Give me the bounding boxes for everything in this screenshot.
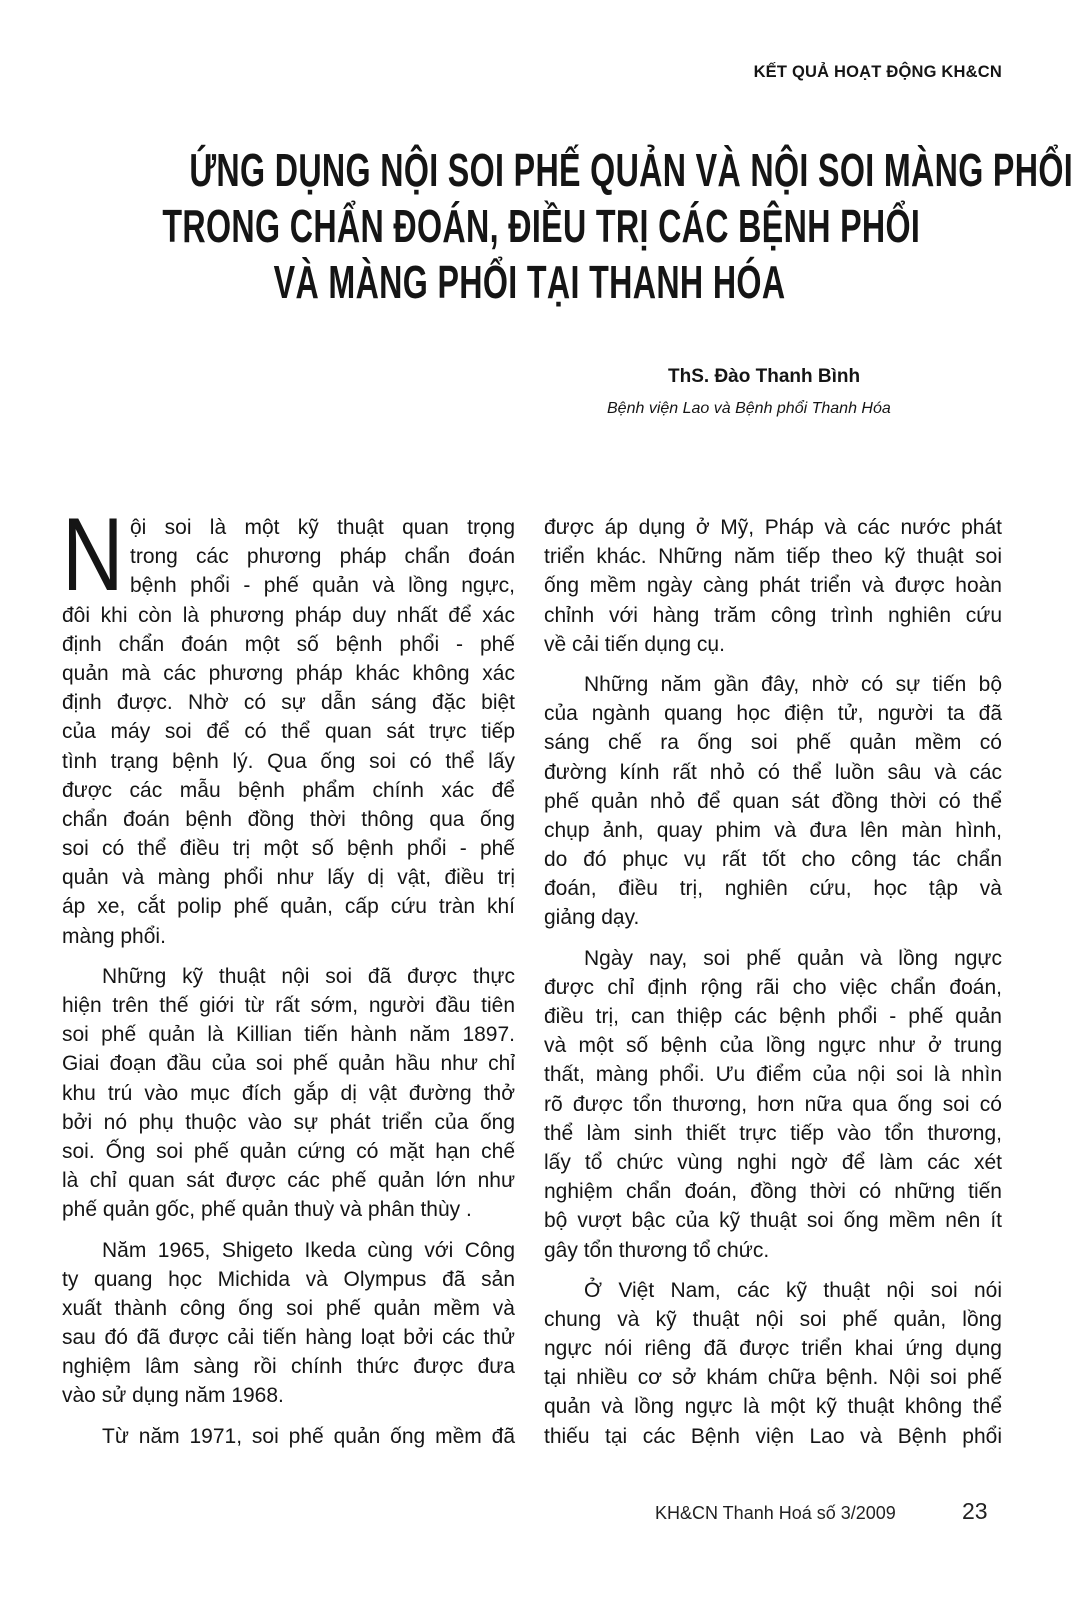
paragraph [62, 1422, 515, 1451]
title-line-text: TRONG CHẨN ĐOÁN, ĐIỀU TRỊ CÁC BỆNH PHỔI [162, 200, 921, 252]
text-line: bộ vượt bậc của kỹ thuật soi ống mềm nên ít [544, 1209, 1002, 1233]
article-title [0, 142, 1074, 310]
text-line: khu trú vào mục đích gắp dị vật đường thở [62, 1081, 515, 1105]
paragraph [62, 962, 515, 1225]
text-line: Giai đoạn đầu của soi phế quản hầu như chỉ [62, 1052, 515, 1076]
author-name: ThS. Đào Thanh Bình [668, 366, 861, 387]
text-line: thiếu tại các Bệnh viện Lao và Bệnh phổi [544, 1424, 1002, 1448]
text-line: soi phế quản là Killian tiến hành năm 1897. [62, 1023, 515, 1047]
text-line: sáng chế ra ống soi phế quản mềm có [544, 731, 1002, 755]
text-line: triển khác. Những năm tiếp theo kỹ thuật soi [544, 545, 1002, 569]
text-line: hiện trên thế giới từ rất sớm, người đầu tiên [62, 994, 515, 1017]
text-line: áp xe, cắt polip phế quản, cấp cứu tràn khí [62, 895, 515, 919]
text-line: phế quản gốc, phế quản thuỳ và phân thùy . [62, 1198, 472, 1222]
title-line [0, 254, 1060, 310]
text-line: chỉnh với hàng trăm công trình nghiên cứu [544, 603, 1002, 627]
text-line: soi có thể điều trị một số bệnh phổi - phế [62, 837, 515, 861]
text-line: được chỉ định rộng rãi cho việc chẩn đoán, [544, 975, 1002, 999]
text-column-right [544, 513, 1002, 1451]
page-number: 23 [962, 1498, 988, 1524]
title-line [0, 142, 1074, 198]
text-line: Những năm gần đây, nhờ có sự tiến bộ [584, 672, 1002, 696]
paragraph [544, 670, 1002, 933]
text-column-left [62, 497, 515, 1451]
text-line: chung và kỹ thuật nội soi phế quản, lồng [544, 1307, 1002, 1331]
text-line: Ngày nay, soi phế quản và lồng ngực [584, 946, 1002, 970]
text-line: bệnh phổi - phế quản và lồng ngực, [130, 574, 515, 598]
text-line: chụp ảnh, quay phim và đưa lên màn hình, [544, 818, 1002, 842]
text-line: điều trị, can thiệp các bệnh phổi - phế quản [544, 1005, 1002, 1028]
text-line: thất, màng phổi. Ưu điểm của nội soi là nhìn [544, 1063, 1002, 1087]
text-line: soi. Ống soi phế quản cứng có mặt hạn chế [62, 1139, 515, 1163]
text-line: tại nhiều cơ sở khám chữa bệnh. Nội soi phế [544, 1366, 1002, 1390]
author-affiliation: Bệnh viện Lao và Bệnh phổi Thanh Hóa [607, 400, 891, 417]
text-line: định được. Nhờ có sự dẫn sáng đặc biệt [62, 691, 515, 715]
text-line: của ngành quang học điện tử, người ta đã [544, 702, 1002, 726]
text-line: tình trạng bệnh lý. Qua ống soi có thể lấy [62, 749, 515, 773]
text-line: phế quản nhỏ để quan sát đồng thời có thể [544, 789, 1002, 813]
text-line: ội soi là một kỹ thuật quan trọng [130, 516, 515, 539]
text-line: đoán, điều trị, nghiên cứu, học tập và [544, 877, 1002, 901]
text-line: ty quang học Michida và Olympus đã sản [62, 1267, 515, 1291]
text-line: định chẩn đoán một số bệnh phổi - phế [62, 632, 515, 656]
text-line: đường kính rất nhỏ có thể luồn sâu và các [544, 760, 1002, 784]
paragraph [544, 513, 1002, 659]
text-line: bởi nó phụ thuộc vào sự phát triển của ống [62, 1110, 515, 1134]
text-line: Từ năm 1971, soi phế quản ống mềm đã [102, 1424, 515, 1448]
text-line: của máy soi để có thể quan sát trực tiếp [62, 720, 515, 744]
text-line: sau đó đã được cải tiến hàng loạt bởi các thử [62, 1326, 515, 1350]
title-line-text: ỨNG DỤNG NỘI SOI PHẾ QUẢN VÀ NỘI SOI MÀNG PHỔI [189, 144, 1074, 196]
text-line: được các mẫu bệnh phẩm chính xác để [62, 778, 515, 802]
text-line: chẩn đoán bệnh đồng thời thông qua ống [62, 807, 515, 831]
text-line: trong các phương pháp chẩn đoán [130, 545, 515, 569]
text-line: quản và lồng ngực là một kỹ thuật không thể [544, 1395, 1002, 1419]
text-line: ngực nói riêng đã được triển khai ứng dụng [544, 1337, 1002, 1361]
text-line: được áp dụng ở Mỹ, Pháp và các nước phát [544, 516, 1002, 539]
text-line: và một số bệnh của lồng ngực như ở trung [544, 1034, 1002, 1058]
paragraph [544, 944, 1002, 1265]
drop-cap: N [62, 497, 124, 613]
text-line: Ở Việt Nam, các kỹ thuật nội soi nói [584, 1278, 1002, 1302]
text-line: ống mềm ngày càng phát triển và được hoàn [544, 574, 1002, 598]
text-line: giảng dạy. [544, 906, 640, 930]
text-line: rõ được tổn thương, hơn nữa qua ống soi có [544, 1092, 1002, 1116]
text-line: do đó phục vụ rất tốt cho công tác chẩn [544, 848, 1002, 872]
text-line: xuất thành công ống soi phế quản mềm và [62, 1296, 515, 1320]
text-line: là chỉ quan sát được các phế quản lớn như [62, 1169, 515, 1193]
title-line [0, 198, 1060, 254]
text-line: nghiệm chẩn đoán, đồng thời có những tiến [544, 1180, 1002, 1204]
paragraph [544, 1276, 1002, 1451]
text-line: quản và màng phổi như lấy dị vật, điều trị [62, 866, 515, 890]
text-line: nghiệm lâm sàng rồi chính thức được đưa [62, 1355, 515, 1379]
title-line-text: VÀ MÀNG PHỔI TẠI THANH HÓA [274, 256, 786, 308]
section-label: KẾT QUẢ HOẠT ĐỘNG KH&CN [753, 63, 1002, 81]
text-line: Những kỹ thuật nội soi đã được thực [102, 964, 515, 988]
text-line: thể làm sinh thiết trực tiếp vào tổn thương, [544, 1121, 1002, 1145]
text-line: về cải tiến dụng cụ. [544, 632, 725, 656]
paragraph [62, 1236, 515, 1411]
text-line: màng phổi. [62, 924, 166, 948]
text-line: đôi khi còn là phương pháp duy nhất để xác [62, 603, 515, 627]
text-line: Năm 1965, Shigeto Ikeda cùng với Công [102, 1238, 515, 1262]
text-line: lấy tổ chức vùng nghi ngờ để làm các xét [544, 1150, 1002, 1174]
paragraph [62, 497, 515, 951]
text-line: vào sử dụng năm 1968. [62, 1384, 284, 1408]
text-line: quản mà các phương pháp khác không xác [62, 661, 515, 685]
journal-footer: KH&CN Thanh Hoá số 3/2009 [655, 1503, 896, 1523]
text-line: gây tổn thương tổ chức. [544, 1238, 770, 1262]
